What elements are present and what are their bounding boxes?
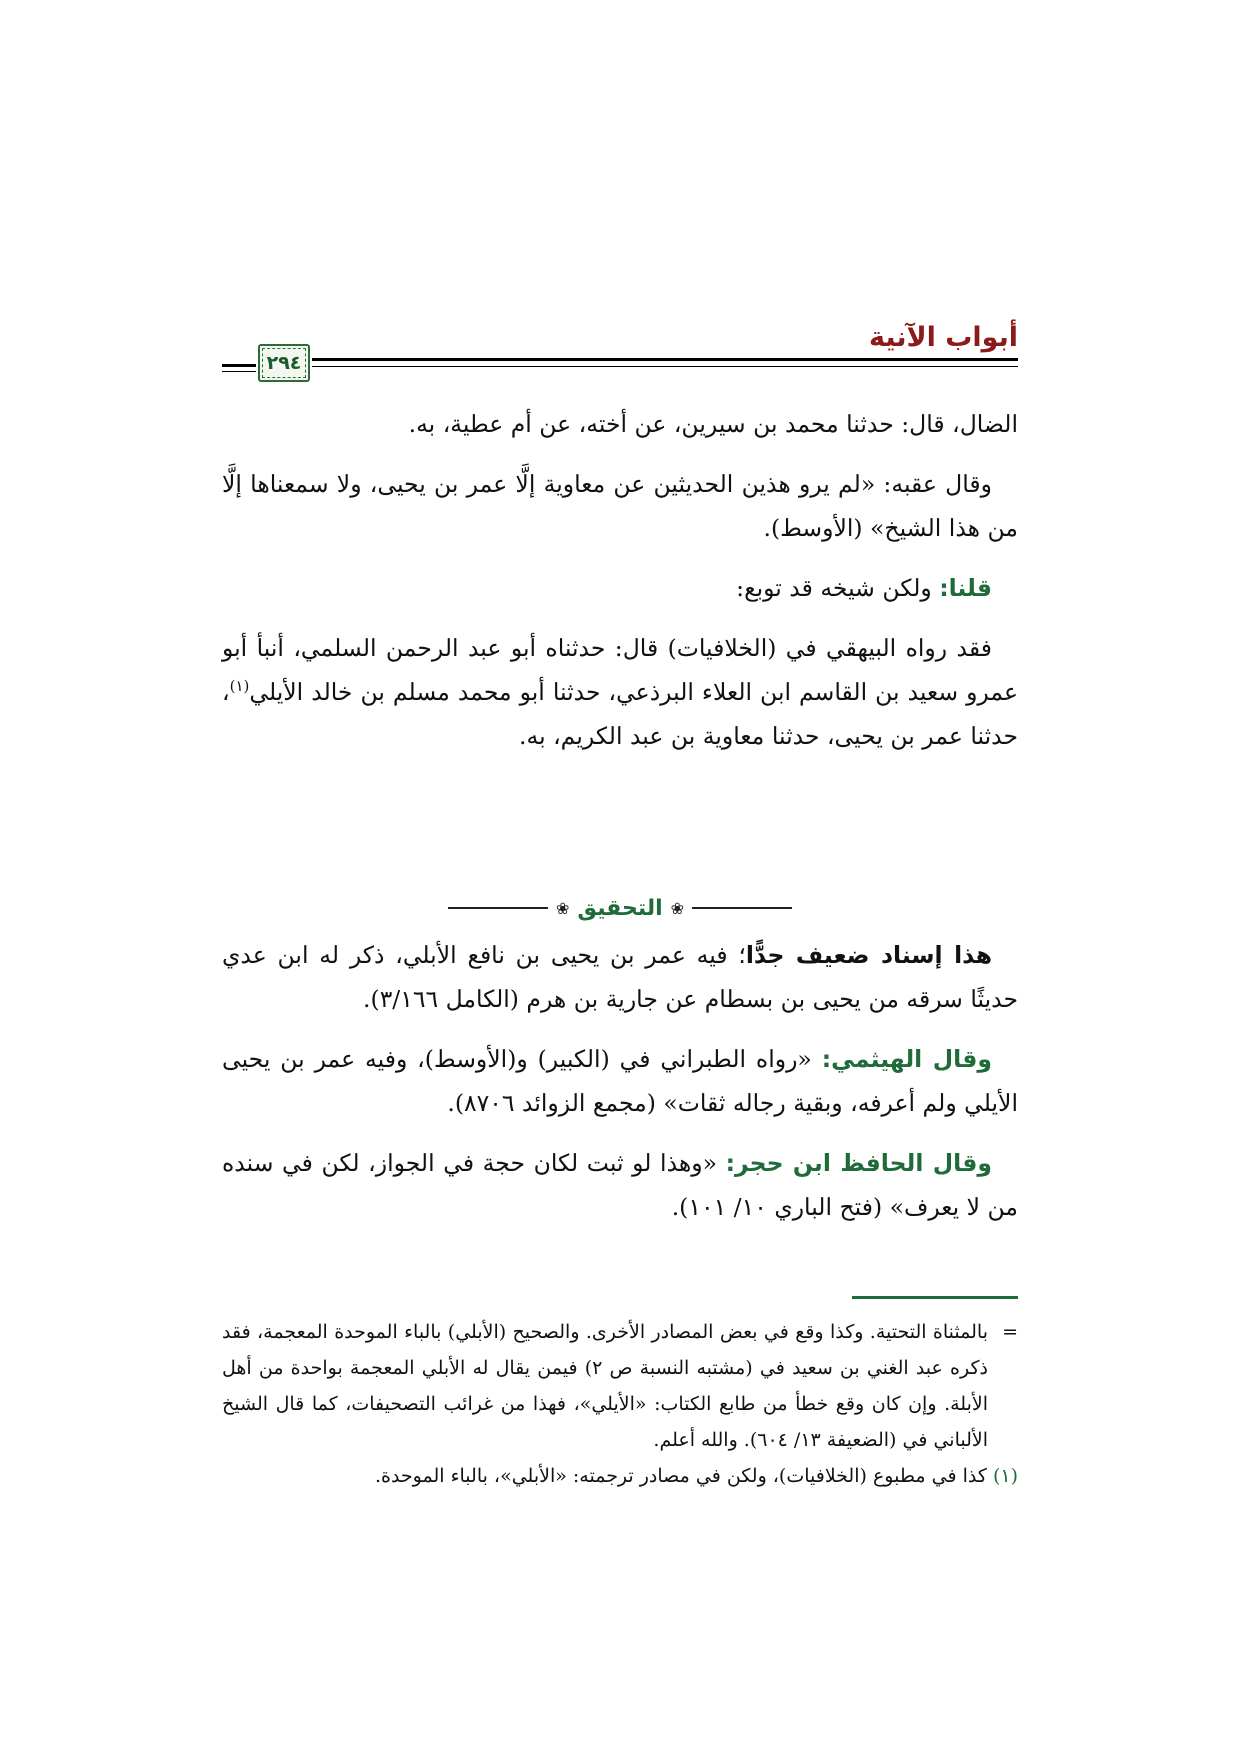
header-rule-left-thin: [222, 371, 256, 372]
section-title: التحقيق: [577, 895, 663, 921]
continuation-marker: =: [1002, 1321, 1018, 1343]
paragraph-ibn-hajar: [222, 1141, 1018, 1229]
footnote-continuation-text: بالمثناة التحتية. وكذا وقع في بعض المصادر الأخرى. والصحيح (الأبلي) بالباء الموحدة المعجمة، فقد ذكره عبد الغني بن سعيد في (مشتبه النسبة ص ٢) فيمن يقال له الأبلي المعجمة بواحدة من أهل الأبلة. وإن كان وقع خطأ من طابع الكتاب: «الأيلي»، فهذا من غرائب التصحيفات، كما قال الشيخ الألباني في (الضعيفة ١٣/ ٦٠٤). والله أعلم.: [222, 1321, 988, 1451]
footnote-1-text: كذا في مطبوع (الخلافيات)، ولكن في مصادر ترجمته: «الأبلي»، بالباء الموحدة.: [374, 1465, 993, 1487]
isnad-text: ؛ فيه عمر بن يحيى بن نافع الأبلي، ذكر له ابن عدي حديثًا سرقه من يحيى بن بسطام عن جارية بن هرم (الكامل ٣/١٦٦).: [222, 941, 1018, 1013]
riwaya-text-before: فقد رواه البيهقي في (الخلافيات) قال: حدثناه أبو عبد الرحمن السلمي، أنبأ أبو عمرو سعيد بن القاسم ابن العلاء البرذعي، حدثنا أبو محمد مسلم بن خالد الأيلي: [222, 634, 1018, 706]
section-divider: [222, 893, 1018, 923]
footnote-ref-1: (١): [229, 677, 250, 696]
ibn-hajar-text: «وهذا لو ثبت لكان حجة في الجواز، لكن في سنده من لا يعرف» (فتح الباري ١٠/ ١٠١).: [222, 1149, 1018, 1221]
isnad-verdict: هذا إسناد ضعيف جدًّا: [745, 941, 993, 969]
haythami-label: وقال الهيثمي:: [821, 1045, 992, 1073]
footnote-separator: [852, 1296, 1018, 1299]
divider-line-left: [448, 907, 548, 909]
paragraph-qulna: [222, 566, 1018, 610]
divider-line-right: [692, 907, 792, 909]
paragraph-haythami: [222, 1037, 1018, 1125]
paragraph-riwaya: [222, 626, 1018, 758]
footnote-continuation: [222, 1314, 1018, 1458]
ornament-icon: ❀: [670, 898, 685, 918]
haythami-text: «رواه الطبراني في (الكبير) و(الأوسط)، وفيه عمر بن يحيى الأيلي ولم أعرفه، وبقية رجاله ثقات» (مجمع الزوائد ٨٧٠٦).: [222, 1045, 1018, 1117]
qulna-text: ولكن شيخه قد توبع:: [736, 574, 940, 602]
header-rule-thin: [312, 366, 1018, 367]
main-text-top: [222, 402, 1018, 774]
paragraph-isnad: [222, 933, 1018, 1021]
main-text-tahqiq: [222, 933, 1018, 1245]
ornament-icon: ❀: [555, 898, 570, 918]
qulna-label: قلنا:: [939, 574, 992, 602]
chapter-title: أبواب الآنية: [868, 322, 1018, 353]
footnote-1-number: (١): [992, 1465, 1018, 1487]
riwaya-text-after: ، حدثنا عمر بن يحيى، حدثنا معاوية بن عبد الكريم، به.: [222, 678, 1018, 750]
page-number: ٢٩٤: [262, 348, 306, 378]
page-header: [222, 316, 1018, 388]
paragraph-opening: الضال، قال: حدثنا محمد بن سيرين، عن أخته، عن أم عطية، به.: [408, 410, 1018, 438]
page-number-frame: [258, 344, 310, 382]
paragraph-aqibah: وقال عقبه: «لم يرو هذين الحديثين عن معاوية إلَّا عمر بن يحيى، ولا سمعناها إلَّا من هذا الشيخ» (الأوسط).: [222, 470, 1018, 542]
header-rule-left-thick: [222, 364, 256, 367]
footnote-1: [222, 1458, 1018, 1494]
footnotes: [222, 1314, 1018, 1494]
header-rule-thick: [312, 358, 1018, 361]
ibn-hajar-label: وقال الحافظ ابن حجر:: [725, 1149, 992, 1177]
